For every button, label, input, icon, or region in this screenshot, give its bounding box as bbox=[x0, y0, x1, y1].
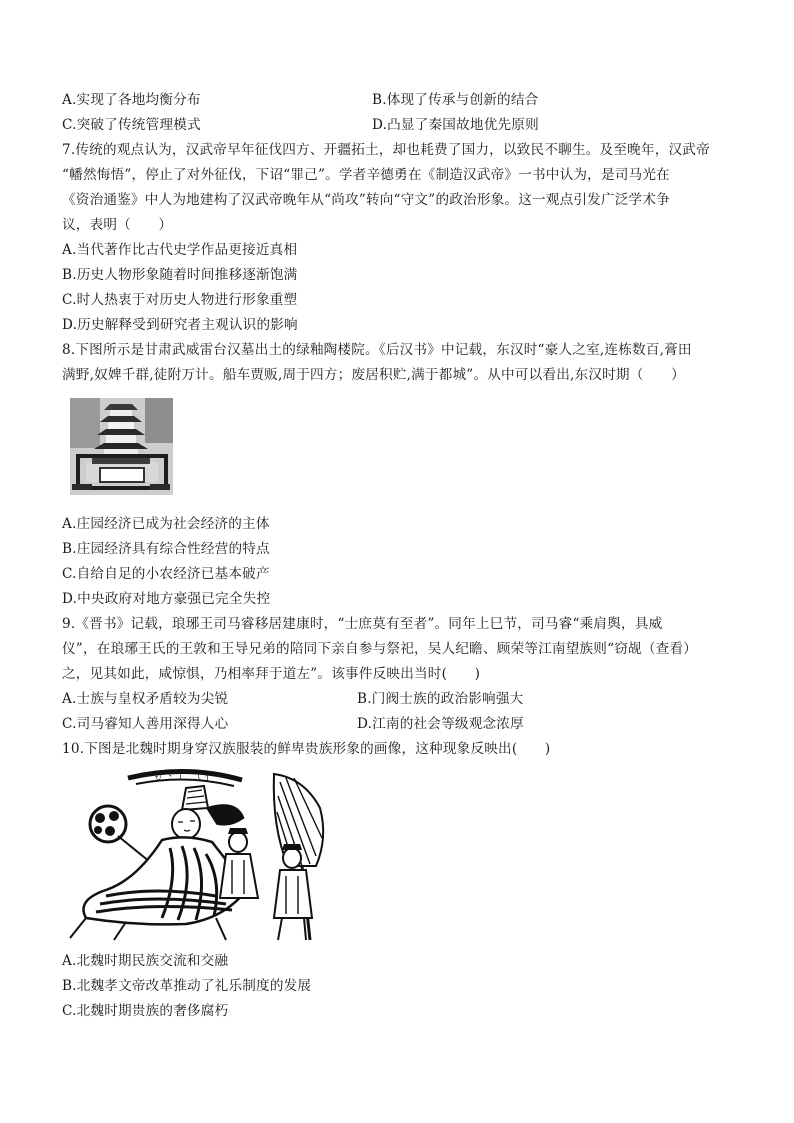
q8-option-b: B.庄园经济具有综合性经营的特点 bbox=[62, 541, 270, 557]
q9-option-d: D.江南的社会等级观念浓厚 bbox=[357, 716, 524, 732]
q9-stem-line: 仪”，在琅琊王氏的王敦和王导兄弟的陪同下亲自参与祭祀，吴人纪瞻、顾荣等江南望族则“窃觇（查看） bbox=[62, 641, 698, 657]
pottery-tower-image bbox=[70, 398, 173, 495]
q9-stem-line: 9.《晋书》记载，琅琊王司马睿移居建康时，“士庶莫有至者”。同年上巳节，司马睿“乘肩舆，具威 bbox=[62, 616, 663, 632]
svg-text:ꀀ ⺀ ⺁ ⺄ ⺅: ꀀ ⺀ ⺁ ⺄ ⺅ bbox=[154, 772, 215, 783]
q7-stem-line: 议，表明（ ） bbox=[62, 217, 173, 233]
q8-option-c: C.自给自足的小农经济已基本破产 bbox=[62, 566, 270, 582]
xianbei-noble-image bbox=[66, 768, 338, 943]
q10-option-b: B.北魏孝文帝改革推动了礼乐制度的发展 bbox=[62, 978, 312, 994]
pottery-tower-figure bbox=[70, 398, 173, 495]
q7-option-c: C.时人热衷于对历史人物进行形象重塑 bbox=[62, 292, 298, 308]
q8-option-a: A.庄园经济已成为社会经济的主体 bbox=[62, 516, 270, 532]
q9-option-a: A.士族与皇权矛盾较为尖锐 bbox=[62, 691, 229, 707]
q6-option-a: A.实现了各地均衡分布 bbox=[62, 92, 201, 108]
q9-option-c: C.司马睿知人善用深得人心 bbox=[62, 716, 229, 732]
q10-stem-line: 10.下图是北魏时期身穿汉族服装的鲜卑贵族形象的画像，这种现象反映出( ) bbox=[62, 741, 551, 757]
q9-option-b: B.门阀士族的政治影响强大 bbox=[357, 691, 524, 707]
q9-stem-line: 之，见其如此，咸惊惧，乃相率拜于道左”。该事件反映出当时( ) bbox=[62, 666, 481, 682]
q6-option-b: B.体现了传承与创新的结合 bbox=[372, 92, 539, 108]
q6-option-c: C.突破了传统管理模式 bbox=[62, 117, 201, 133]
q7-option-a: A.当代著作比古代史学作品更接近真相 bbox=[62, 242, 298, 258]
q7-stem-line: 《资治通鉴》中人为地建构了汉武帝晚年从“尚攻”转向“守文”的政治形象。这一观点引发广泛学术争 bbox=[62, 192, 670, 208]
q7-option-b: B.历史人物形象随着时间推移逐渐饱满 bbox=[62, 267, 298, 283]
q8-stem-line: 8.下图所示是甘肃武威雷台汉墓出土的绿釉陶楼院。《后汉书》中记载，东汉时“豪人之室,连栋数百,膏田 bbox=[62, 342, 692, 358]
xianbei-noble-figure bbox=[66, 768, 338, 943]
q10-option-a: A.北魏时期民族交流和交融 bbox=[62, 953, 229, 969]
q6-option-d: D.凸显了秦国故地优先原则 bbox=[372, 117, 539, 133]
q7-option-d: D.历史解释受到研究者主观认识的影响 bbox=[62, 317, 298, 333]
q10-option-c: C.北魏时期贵族的奢侈腐朽 bbox=[62, 1003, 229, 1019]
q7-stem-line: “幡然悔悟”，停止了对外征伐，下诏“罪己”。学者辛德勇在《制造汉武帝》一书中认为，是司马光在 bbox=[62, 167, 670, 183]
q7-stem-line: 7.传统的观点认为，汉武帝早年征伐四方、开疆拓土，却也耗费了国力，以致民不聊生。及至晚年，汉武帝 bbox=[62, 142, 710, 158]
q8-option-d: D.中央政府对地方豪强已完全失控 bbox=[62, 591, 271, 607]
q8-stem-line: 满野,奴婢千群,徒附万计。船车贾贩,周于四方；废居积贮,满于都城”。从中可以看出,东汉时期（ ） bbox=[62, 367, 685, 383]
